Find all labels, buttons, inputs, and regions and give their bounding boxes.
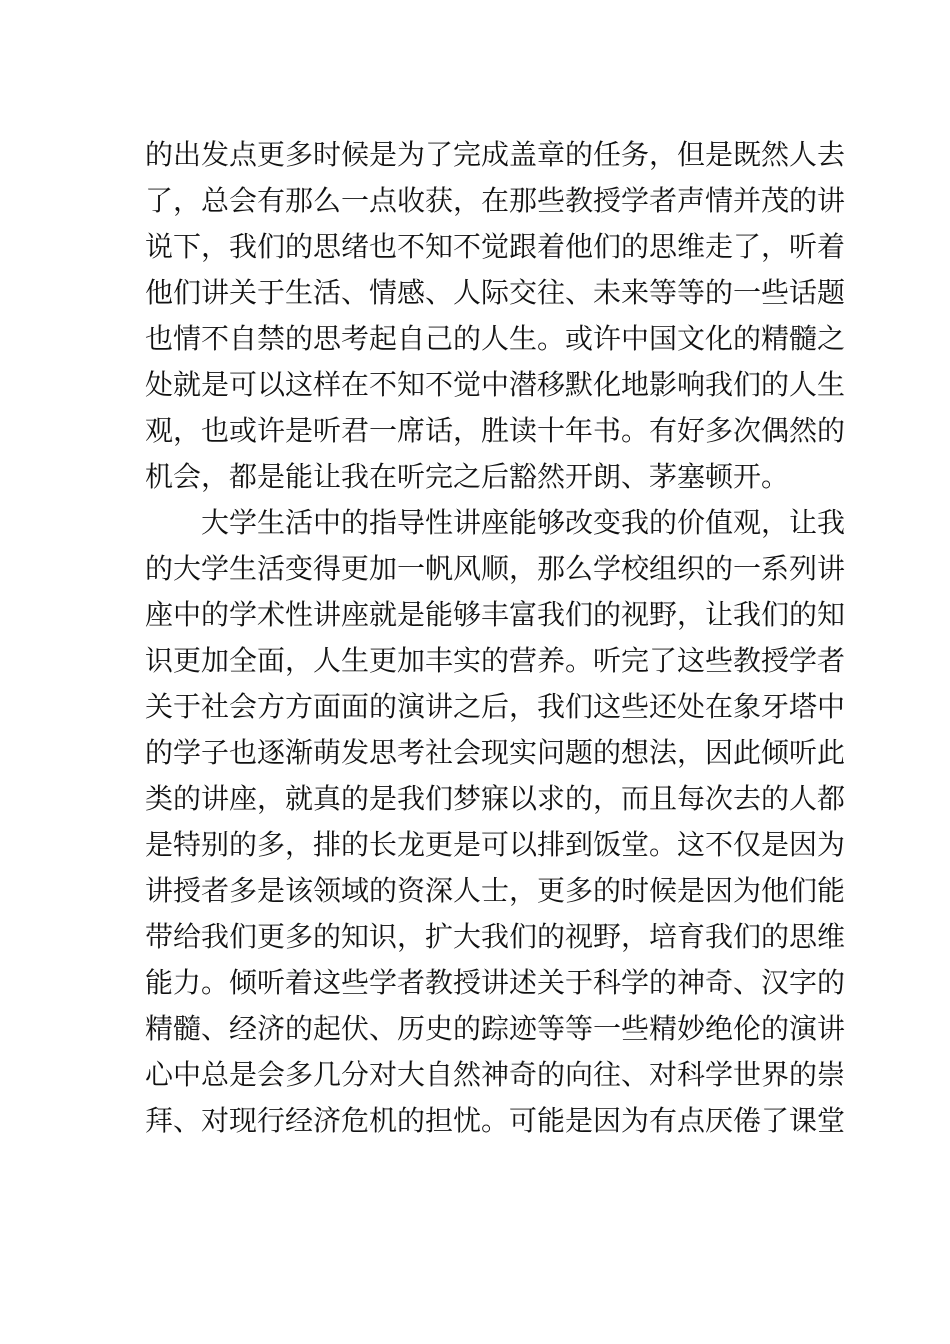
paragraph-1-line-5: 也情不自禁的思考起自己的人生。或许中国文化的精髓之	[145, 322, 846, 355]
paragraph-2-line-5: 关于社会方方面面的演讲之后，我们这些还处在象牙塔中	[145, 690, 846, 723]
paragraph-2-line-6: 的学子也逐渐萌发思考社会现实问题的想法，因此倾听此	[145, 736, 846, 769]
paragraph-1-line-4: 他们讲关于生活、情感、人际交往、未来等等的一些话题	[145, 276, 846, 309]
paragraph-1-line-3: 说下，我们的思绪也不知不觉跟着他们的思维走了，听着	[145, 230, 846, 263]
paragraph-1-line-8: 机会，都是能让我在听完之后豁然开朗、茅塞顿开。	[145, 460, 790, 493]
paragraph-1-line-2: 了，总会有那么一点收获，在那些教授学者声情并茂的讲	[145, 184, 846, 217]
paragraph-1-line-1: 的出发点更多时候是为了完成盖章的任务，但是既然人去	[145, 138, 846, 171]
paragraph-2-line-3: 座中的学术性讲座就是能够丰富我们的视野，让我们的知	[145, 598, 846, 631]
paragraph-2-line-14: 拜、对现行经济危机的担忧。可能是因为有点厌倦了课堂	[145, 1104, 846, 1137]
paragraph-2-line-13: 心中总是会多几分对大自然神奇的向往、对科学世界的崇	[145, 1058, 846, 1091]
paragraph-2-line-1: 大学生活中的指导性讲座能够改变我的价值观，让我	[201, 506, 846, 539]
paragraph-2-line-11: 能力。倾听着这些学者教授讲述关于科学的神奇、汉字的	[145, 966, 846, 999]
paragraph-2-line-10: 带给我们更多的知识，扩大我们的视野，培育我们的思维	[145, 920, 846, 953]
paragraph-2-line-4: 识更加全面，人生更加丰实的营养。听完了这些教授学者	[145, 644, 846, 677]
paragraph-2-line-12: 精髓、经济的起伏、历史的踪迹等等一些精妙绝伦的演讲	[145, 1012, 846, 1045]
paragraph-2-line-2: 的大学生活变得更加一帆风顺，那么学校组织的一系列讲	[145, 552, 846, 585]
paragraph-2-line-9: 讲授者多是该领域的资深人士，更多的时候是因为他们能	[145, 874, 846, 907]
paragraph-1-line-7: 观，也或许是听君一席话，胜读十年书。有好多次偶然的	[145, 414, 846, 447]
paragraph-2-line-8: 是特别的多，排的长龙更是可以排到饭堂。这不仅是因为	[145, 828, 846, 861]
paragraph-1-line-6: 处就是可以这样在不知不觉中潜移默化地影响我们的人生	[145, 368, 846, 401]
paragraph-2-line-7: 类的讲座，就真的是我们梦寐以求的，而且每次去的人都	[145, 782, 846, 815]
